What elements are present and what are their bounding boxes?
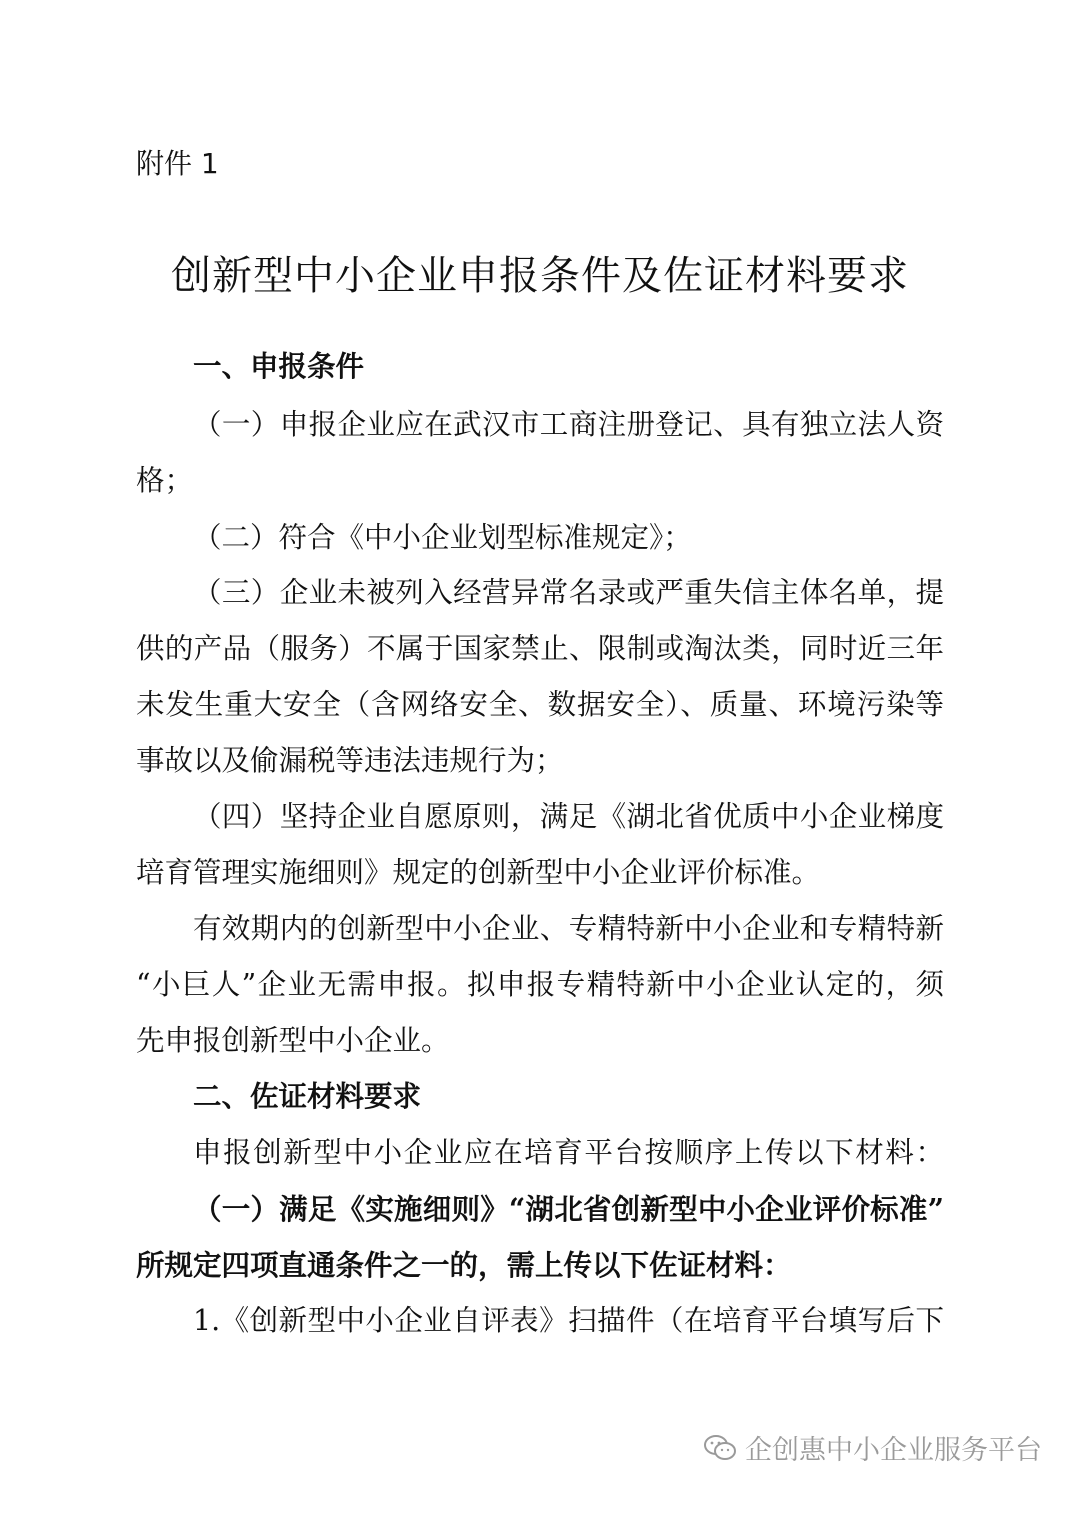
section1-item2-line1: （二）符合《中小企业划型标准规定》；	[193, 521, 692, 554]
section2-heading: 二、佐证材料要求	[193, 1080, 422, 1113]
section2-item1-line1: （一）满足《实施细则》“湖北省创新型中小企业评价标准”	[193, 1192, 944, 1226]
section2-sub1-line1: 1.《创新型中小企业自评表》扫描件（在培育平台填写后下	[193, 1304, 944, 1337]
watermark-text: 企创惠中小企业服务平台	[745, 1435, 1042, 1466]
section1-item1-line1: （一）申报企业应在武汉市工商注册登记、具有独立法人资	[193, 408, 944, 441]
section1-item3-line2: 供的产品（服务）不属于国家禁止、限制或淘汰类，同时近三年	[136, 632, 944, 665]
attachment-label: 附件 1	[136, 147, 219, 180]
section1-item4-line2: 培育管理实施细则》规定的创新型中小企业评价标准。	[136, 856, 821, 889]
section1-note-line3: 先申报创新型中小企业。	[136, 1024, 450, 1057]
section1-note-line2: “小巨人”企业无需申报。拟申报专精特新中小企业认定的，须	[136, 968, 944, 1001]
wechat-icon	[703, 1434, 737, 1462]
section2-intro: 申报创新型中小企业应在培育平台按顺序上传以下材料：	[193, 1136, 944, 1169]
section1-note-line1: 有效期内的创新型中小企业、专精特新中小企业和专精特新	[193, 912, 944, 945]
section1-item3-line1: （三）企业未被列入经营异常名录或严重失信主体名单，提	[193, 576, 944, 609]
section1-heading: 一、申报条件	[193, 350, 365, 383]
section1-item3-line4: 事故以及偷漏税等违法违规行为；	[136, 744, 564, 777]
document-title: 创新型中小企业申报条件及佐证材料要求	[171, 253, 909, 299]
section1-item3-line3: 未发生重大安全（含网络安全、数据安全）、质量、环境污染等	[136, 688, 944, 721]
section1-item1-line2: 格；	[136, 464, 194, 497]
section2-item1-line2: 所规定四项直通条件之一的，需上传以下佐证材料：	[136, 1248, 792, 1282]
watermark	[703, 1428, 1042, 1467]
section1-item4-line1: （四）坚持企业自愿原则，满足《湖北省优质中小企业梯度	[193, 800, 944, 833]
